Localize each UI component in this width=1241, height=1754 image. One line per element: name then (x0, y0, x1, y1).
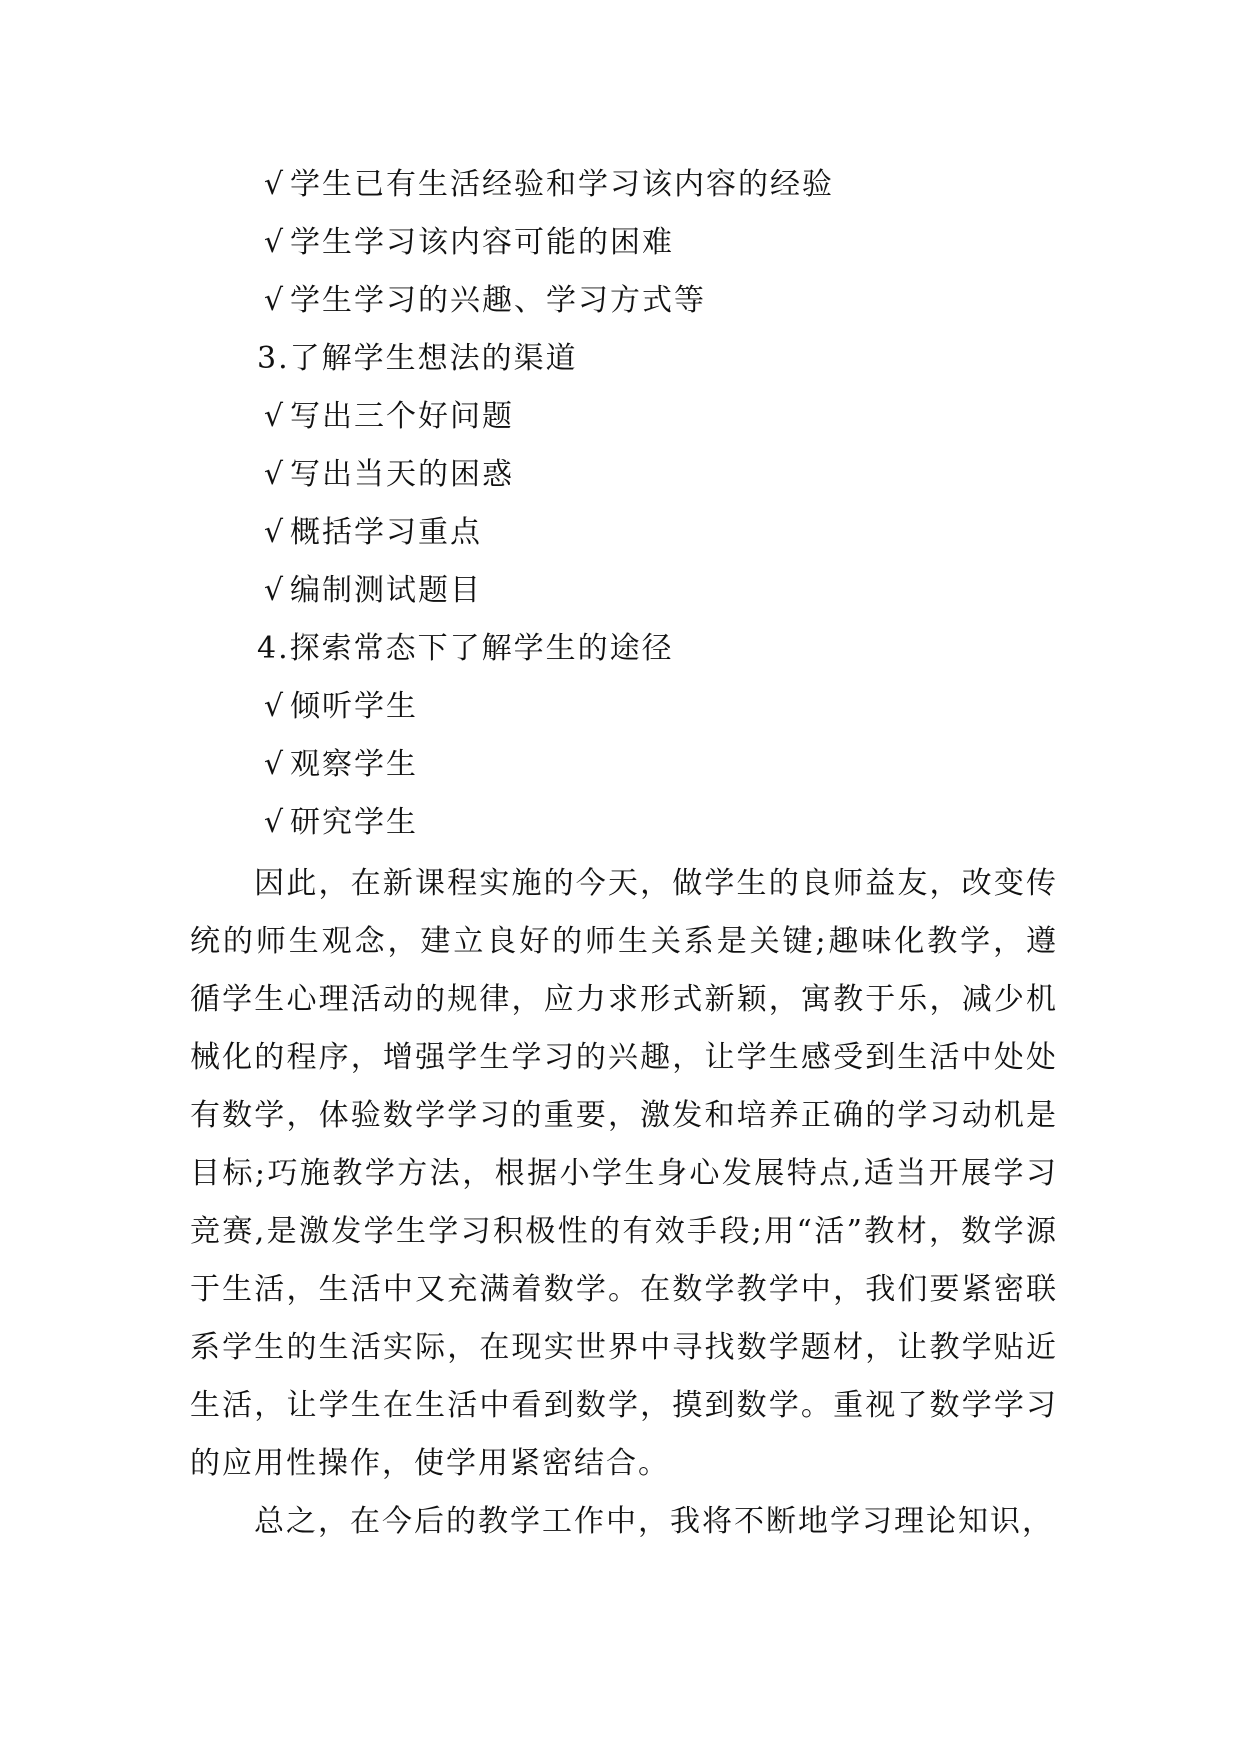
check-mark: √ (264, 573, 286, 608)
list-item-text: 写出三个好问题 (290, 399, 514, 434)
paragraph-text: 因此，在新课程实施的今天，做学生的良师益友，改变传统的师生观念，建立良好的师生关系是关键;趣味化教学，遵循学生心理活动的规律，应力求形式新颖，寓教于乐，减少机械化的程序，增强学生学习的兴趣，让学生感受到生活中处处有数学，体验数学学习的重要，激发和培养正确的学习动机是目标;巧施教学方法，根据小学生身心发展特点,适当开展学习竞赛,是激发学生学习积极性的有效手段;用“活”教材，数学源于生活，生活中又充满着数学。在数学教学中，我们要紧密联系学生的生活实际，在现实世界中寻找数学题材，让教学贴近生活，让学生在生活中看到数学，摸到数学。重视了数学学习的应用性操作，使学用紧密结合。 (190, 866, 1058, 1481)
check-mark: √ (264, 747, 286, 782)
list-item (257, 214, 1057, 272)
check-mark: √ (264, 515, 286, 550)
body-paragraph (190, 855, 1058, 1493)
list-item (257, 736, 1057, 794)
list-item (257, 446, 1057, 504)
check-mark: √ (264, 225, 286, 260)
list-item (257, 504, 1057, 562)
list-item (257, 678, 1057, 736)
list-item-text: 概括学习重点 (290, 515, 482, 550)
paragraph-text: 总之，在今后的教学工作中，我将不断地学习理论知识， (254, 1504, 1054, 1539)
list-item-text: 编制测试题目 (290, 573, 482, 608)
list-item (257, 794, 1057, 852)
list-item-text: 学生已有生活经验和学习该内容的经验 (290, 167, 834, 202)
check-mark: √ (264, 399, 286, 434)
section-heading-text: 3.了解学生想法的渠道 (257, 341, 578, 376)
check-mark: √ (264, 805, 286, 840)
section-heading-text: 4.探索常态下了解学生的途径 (257, 631, 674, 666)
check-mark: √ (264, 689, 286, 724)
check-mark: √ (264, 457, 286, 492)
body-paragraph (190, 1493, 1058, 1551)
list-item-text: 研究学生 (290, 805, 418, 840)
list-item-text: 倾听学生 (290, 689, 418, 724)
list-item-text: 学生学习该内容可能的困难 (290, 225, 674, 260)
check-mark: √ (264, 283, 286, 318)
list-item (257, 562, 1057, 620)
list-item-text: 学生学习的兴趣、学习方式等 (290, 283, 706, 318)
list-item (257, 156, 1057, 214)
check-mark: √ (264, 167, 286, 202)
list-item (257, 388, 1057, 446)
list-item-text: 观察学生 (290, 747, 418, 782)
list-item (257, 272, 1057, 330)
section-heading (257, 620, 1057, 678)
list-item-text: 写出当天的困惑 (290, 457, 514, 492)
section-heading (257, 330, 1057, 388)
checklist (257, 156, 1057, 852)
